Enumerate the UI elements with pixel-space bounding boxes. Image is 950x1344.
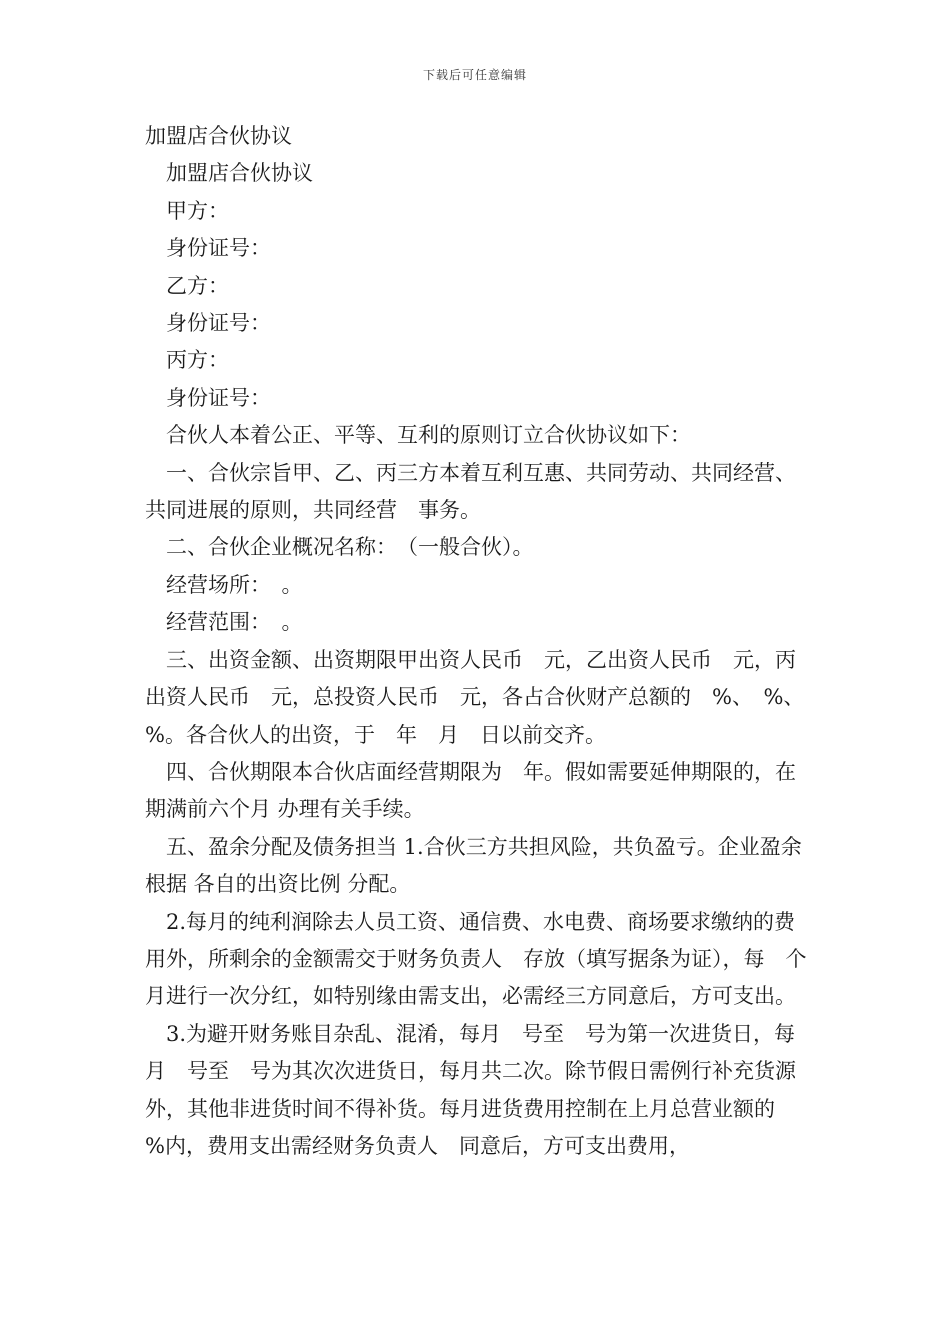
clause-1-paragraph: 一、合伙宗旨甲、乙、丙三方本着互利互惠、共同劳动、共同经营、共同进展的原则，共同经营 事务。 bbox=[145, 460, 796, 523]
party-c-label: 丙方： bbox=[166, 348, 229, 373]
party-a-id-label: 身份证号： bbox=[166, 236, 271, 261]
clause-4-paragraph: 四、合伙期限本合伙店面经营期限为 年。假如需要延伸期限的，在 期满前六个月 办理有关手续。 bbox=[145, 759, 803, 822]
clause-3-paragraph: 三、出资金额、出资期限甲出资人民币 元，乙出资人民币 元，丙出资人民币 元，总投资人民币 元，各占合伙财产总额的 %、 %、 %。各合伙人的出资，于 年 月 日以前交齐。 bbox=[145, 647, 815, 747]
document-title: 加盟店合伙协议 bbox=[145, 124, 292, 148]
page-header: 下载后可任意编辑 bbox=[422, 68, 527, 82]
clause-2-paragraph: 二、合伙企业概况名称： （一般合伙）。 bbox=[166, 535, 534, 560]
document-subtitle: 加盟店合伙协议 bbox=[166, 161, 313, 186]
clause-5-paragraph: 五、盈余分配及债务担当 1.合伙三方共担风险，共负盈亏。企业盈余根据 各自的出资比例 分配。 bbox=[145, 834, 802, 897]
preamble-paragraph: 合伙人本着公正、平等、互利的原则订立合伙协议如下： bbox=[166, 423, 691, 448]
party-a-label: 甲方： bbox=[166, 198, 229, 223]
party-b-id-label: 身份证号： bbox=[166, 311, 271, 336]
document-body bbox=[145, 118, 815, 1165]
clause-5-3-paragraph: 3.为避开财务账目杂乱、混淆，每月 号至 号为第一次进货日，每月 号至 号为其次次进货日，每月共二次。除节假日需例行补充货源外，其他非进货时间不得补货。每月进货费用控制在上月总营业额的 %内，费用支出需经财务负责人 同意后，方可支出费用， bbox=[145, 1021, 796, 1158]
party-b-label: 乙方： bbox=[166, 273, 229, 298]
clause-5-2-paragraph: 2.每月的纯利润除去人员工资、通信费、水电费、商场要求缴纳的费用外，所剩余的金额需交于财务负责人 存放（填写据条为证），每 个月进行一次分红，如特别缘由需支出，必需经三方同意后，方可支出。 bbox=[145, 909, 807, 1009]
business-place-line: 经营场所： 。 bbox=[166, 572, 303, 597]
party-c-id-label: 身份证号： bbox=[166, 385, 271, 410]
business-scope-line: 经营范围： 。 bbox=[166, 610, 303, 635]
